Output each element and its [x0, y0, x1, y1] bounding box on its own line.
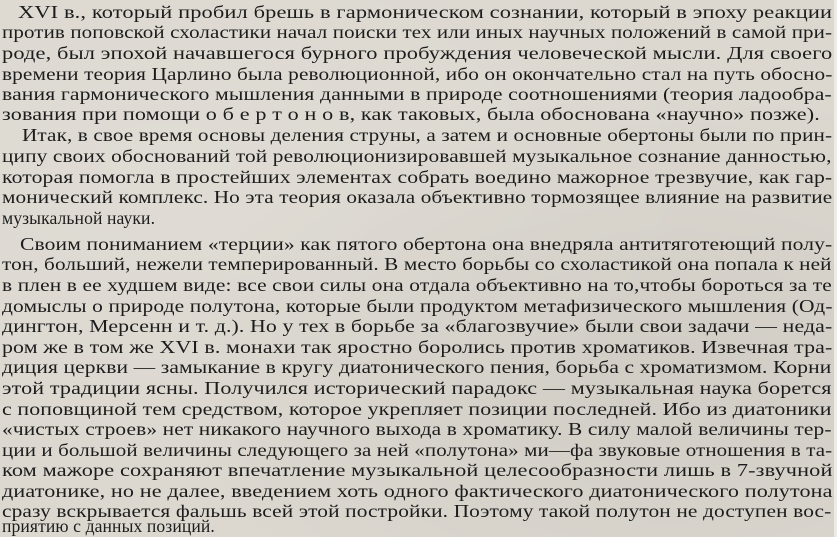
text-line: времени теория Царлино была революционной, ибо он окончательно стал на путь обосно- — [2, 64, 833, 84]
text-line: в плен в ее худшем виде: все свои силы она отдала объективно на то,чтобы бороться за те — [2, 275, 832, 295]
text-line: роде, был эпохой начавшегося бурного пробуждения человеческой мысли. Для своего — [2, 43, 833, 63]
text-line: приятию с данных позиций. — [2, 516, 215, 536]
text-line: «чистых строев» нет никакого научного выхода в хроматику. В силу малой величины тер- — [2, 419, 832, 439]
text-line: ципу своих обоснований той революционизировавшей музыкальное сознание данностью, — [2, 146, 832, 166]
text-line: зования при помощи о б е р т о н о в, как таковых, была обоснована «научно» позже). — [2, 104, 820, 124]
text-line: Своим пониманием «терции» как пятого обертона она внедряла антитяготеющий полу- — [20, 234, 833, 254]
text-line: монический комплекс. Но эта теория оказала объективно тормозящее влияние на развитие — [2, 187, 833, 207]
text-line: вания гармонического мышления данными в природе соотношениями (теория ладообра- — [2, 84, 832, 104]
text-line: ком мажоре сохраняют впечатление музыкальной целесообразности лишь в 7-звучной — [2, 460, 833, 480]
text-line: которая помогла в простейших элементах собрать воедино мажорное трезвучие, как гар- — [2, 167, 833, 187]
text-line: дингтон, Мерсенн и т. д.). Но у тех в борьбе за «благозвучие» были свои задачи — неда- — [2, 316, 833, 336]
text-line: с поповщиной тем средством, которое укрепляет позиции последней. Ибо из диатоники — [2, 399, 832, 419]
text-line: диция церкви — замыкание в кругу диатонического пения, борьба с хроматизмом. Корни — [2, 357, 832, 377]
text-line: домыслы о природе полутона, которые были продуктом метафизического мышления (Од- — [2, 296, 833, 316]
text-line: Итак, в свое время основы деления струны, а затем и основные обертоны были по прин- — [22, 125, 833, 145]
text-line: этой традиции ясны. Получился исторический парадокс — музыкальная наука борется — [2, 378, 832, 398]
text-line: XVI в., который пробил брешь в гармоническом сознании, который в эпоху реакции — [18, 2, 833, 22]
text-line: ции и большой величины следующего за ней «полутона» ми—фа звуковые отношения в та- — [2, 440, 833, 460]
text-line: против поповской схоластики начал поиски тех или иных научных положений в самой при- — [2, 22, 833, 42]
text-line: сразу вскрывается фальшь всей этой постройки. Поэтому такой полутон не доступен вос- — [2, 501, 832, 521]
text-line: тон, больший, нежели темперированный. В место борьбы со схоластикой она попала к ней — [2, 254, 832, 274]
text-line: музыкальной науки. — [2, 208, 156, 228]
text-line: ром же в том же XVI в. монахи так яростно боролись против хроматиков. Извечная тра- — [2, 337, 833, 357]
text-line: диатонике, но не далее, введением хоть одного фактического диатонического полутона — [2, 481, 833, 501]
